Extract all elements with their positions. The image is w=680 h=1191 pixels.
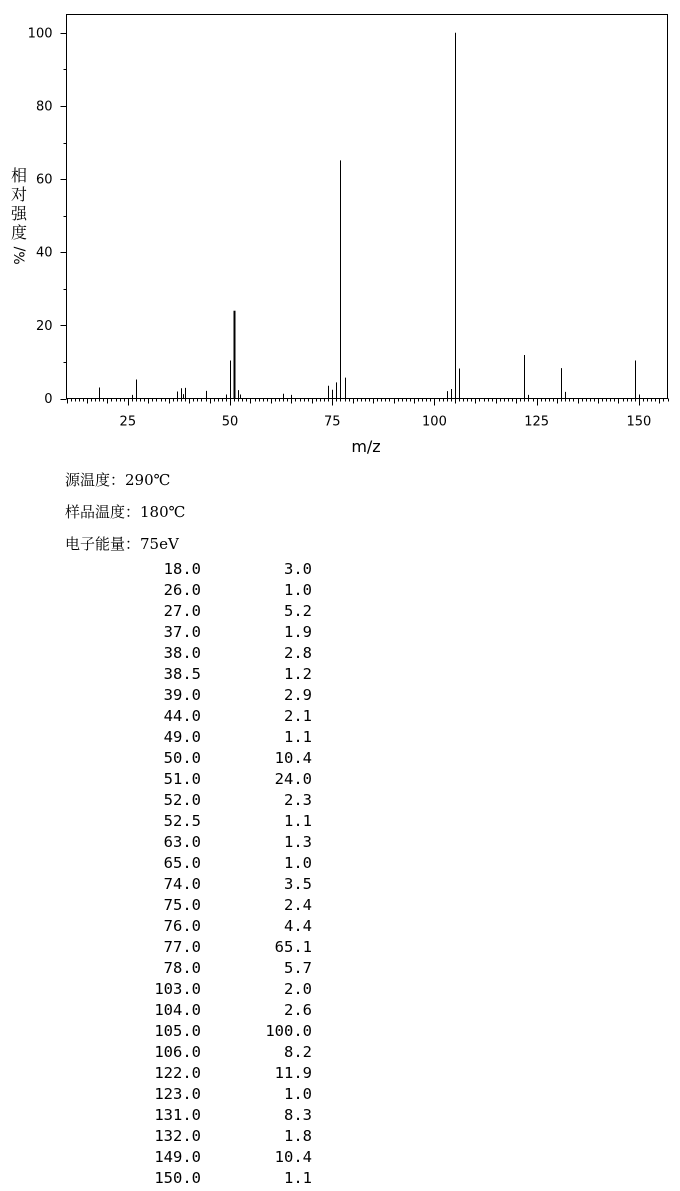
peak-intensity-cell: 1.0 <box>284 581 312 599</box>
peak-bars <box>100 33 640 399</box>
peak-intensity-cell: 3.5 <box>284 875 312 893</box>
table-row <box>130 937 312 958</box>
y-axis-label <box>10 166 28 265</box>
table-row <box>130 748 312 769</box>
table-row <box>130 685 312 706</box>
peak-mz-cell: 76.0 <box>163 917 201 935</box>
peak-mz-cell: 52.0 <box>163 791 201 809</box>
x-tick-label: 75 <box>323 414 341 430</box>
peak-mz-cell: 105.0 <box>154 1022 201 1040</box>
y-label-char: 度 <box>10 223 28 242</box>
sample-temp-label: 样品温度： <box>65 503 141 521</box>
x-tick-label: 150 <box>626 414 652 430</box>
peak-mz-cell: 150.0 <box>154 1169 201 1187</box>
table-row <box>130 979 312 1000</box>
peak-mz-cell: 51.0 <box>163 770 201 788</box>
peak-intensity-cell: 5.7 <box>284 959 312 977</box>
peak-mz-cell: 50.0 <box>163 749 201 767</box>
table-row <box>130 1063 312 1084</box>
y-label-char: 强 <box>10 204 28 223</box>
peak-mz-cell: 38.0 <box>163 644 201 662</box>
peak-intensity-cell: 100.0 <box>265 1022 312 1040</box>
table-row <box>130 832 312 853</box>
electron-energy <box>65 533 179 554</box>
peak-intensity-cell: 5.2 <box>284 602 312 620</box>
x-tick-label: 50 <box>221 414 239 430</box>
table-row <box>130 958 312 979</box>
y-tick-label: 80 <box>35 99 53 115</box>
peak-mz-cell: 77.0 <box>163 938 201 956</box>
peak-mz-cell: 39.0 <box>163 686 201 704</box>
peak-intensity-cell: 2.1 <box>284 707 312 725</box>
peak-mz-cell: 65.0 <box>163 854 201 872</box>
peak-intensity-cell: 65.1 <box>274 938 312 956</box>
table-row <box>130 1168 312 1189</box>
peak-intensity-cell: 8.3 <box>284 1106 312 1124</box>
table-row <box>130 790 312 811</box>
peak-mz-cell: 149.0 <box>154 1148 201 1166</box>
peak-mz-cell: 63.0 <box>163 833 201 851</box>
y-label-separator: / <box>11 246 27 252</box>
peak-intensity-cell: 2.8 <box>284 644 312 662</box>
peak-mz-cell: 27.0 <box>163 602 201 620</box>
peak-intensity-cell: 1.1 <box>284 812 312 830</box>
peak-intensity-cell: 8.2 <box>284 1043 312 1061</box>
peak-mz-cell: 44.0 <box>163 707 201 725</box>
table-row <box>130 853 312 874</box>
peak-mz-cell: 104.0 <box>154 1001 201 1019</box>
y-tick-label: 0 <box>44 392 53 407</box>
x-tick-label: 25 <box>119 414 137 430</box>
peak-mz-cell: 123.0 <box>154 1085 201 1103</box>
table-row <box>130 622 312 643</box>
table-row <box>130 706 312 727</box>
peak-mz-cell: 37.0 <box>163 623 201 641</box>
electron-energy-label: 电子能量： <box>65 535 141 553</box>
peak-intensity-cell: 2.0 <box>284 980 312 998</box>
source-temp-value: 290℃ <box>125 471 171 489</box>
table-row <box>130 559 312 580</box>
table-row <box>130 664 312 685</box>
peak-intensity-cell: 24.0 <box>274 770 312 788</box>
peak-intensity-cell: 1.0 <box>284 1085 312 1103</box>
peak-mz-cell: 26.0 <box>163 581 201 599</box>
y-tick-label: 100 <box>27 26 53 42</box>
peak-mz-cell: 131.0 <box>154 1106 201 1124</box>
sample-temperature <box>65 501 185 522</box>
table-row <box>130 601 312 622</box>
peak-mz-cell: 49.0 <box>163 728 201 746</box>
peak-mz-cell: 52.5 <box>163 812 201 830</box>
peak-mz-cell: 103.0 <box>154 980 201 998</box>
peak-intensity-cell: 1.1 <box>284 1169 312 1187</box>
table-row <box>130 1126 312 1147</box>
table-row <box>130 769 312 790</box>
peak-intensity-cell: 2.4 <box>284 896 312 914</box>
electron-energy-value: 75eV <box>140 535 179 553</box>
table-row <box>130 1105 312 1126</box>
table-row <box>130 727 312 748</box>
table-row <box>130 1147 312 1168</box>
peak-intensity-cell: 2.3 <box>284 791 312 809</box>
table-row <box>130 895 312 916</box>
table-row <box>130 916 312 937</box>
y-tick-label: 40 <box>35 245 53 261</box>
table-row <box>130 580 312 601</box>
peak-intensity-cell: 1.9 <box>284 623 312 641</box>
peak-mz-cell: 106.0 <box>154 1043 201 1061</box>
peak-mz-cell: 78.0 <box>163 959 201 977</box>
source-temp-label: 源温度： <box>65 471 126 489</box>
peak-intensity-cell: 10.4 <box>274 1148 312 1166</box>
x-tick-label: 125 <box>524 414 550 430</box>
peak-intensity-cell: 3.0 <box>284 560 312 578</box>
peak-mz-cell: 75.0 <box>163 896 201 914</box>
table-row <box>130 1000 312 1021</box>
peak-mz-cell: 132.0 <box>154 1127 201 1145</box>
peak-intensity-cell: 10.4 <box>274 749 312 767</box>
y-tick-label: 20 <box>35 318 53 334</box>
y-label-char: 相 <box>10 166 28 185</box>
peak-mz-cell: 122.0 <box>154 1064 201 1082</box>
peak-intensity-cell: 1.1 <box>284 728 312 746</box>
peak-intensity-cell: 1.8 <box>284 1127 312 1145</box>
table-row <box>130 874 312 895</box>
x-axis-label: m/z <box>351 437 381 456</box>
peak-table <box>130 559 312 1189</box>
peak-intensity-cell: 2.9 <box>284 686 312 704</box>
y-label-char: 对 <box>10 185 28 204</box>
table-row <box>130 1021 312 1042</box>
table-row <box>130 643 312 664</box>
peak-intensity-cell: 1.2 <box>284 665 312 683</box>
plot-frame <box>67 15 668 399</box>
y-label-unit: % <box>10 251 26 265</box>
sample-temp-value: 180℃ <box>140 503 186 521</box>
mass-spectrum-chart <box>0 0 680 460</box>
peak-mz-cell: 18.0 <box>163 560 201 578</box>
peak-intensity-cell: 1.0 <box>284 854 312 872</box>
peak-intensity-cell: 4.4 <box>284 917 312 935</box>
y-tick-label: 60 <box>35 172 53 188</box>
peak-mz-cell: 38.5 <box>163 665 201 683</box>
table-row <box>130 1084 312 1105</box>
table-row <box>130 811 312 832</box>
peak-intensity-cell: 1.3 <box>284 833 312 851</box>
peak-mz-cell: 74.0 <box>163 875 201 893</box>
axis-ticks <box>28 26 669 429</box>
peak-intensity-cell: 11.9 <box>274 1064 312 1082</box>
x-tick-label: 100 <box>422 414 447 430</box>
table-row <box>130 1042 312 1063</box>
source-temperature <box>65 469 170 490</box>
peak-intensity-cell: 2.6 <box>284 1001 312 1019</box>
